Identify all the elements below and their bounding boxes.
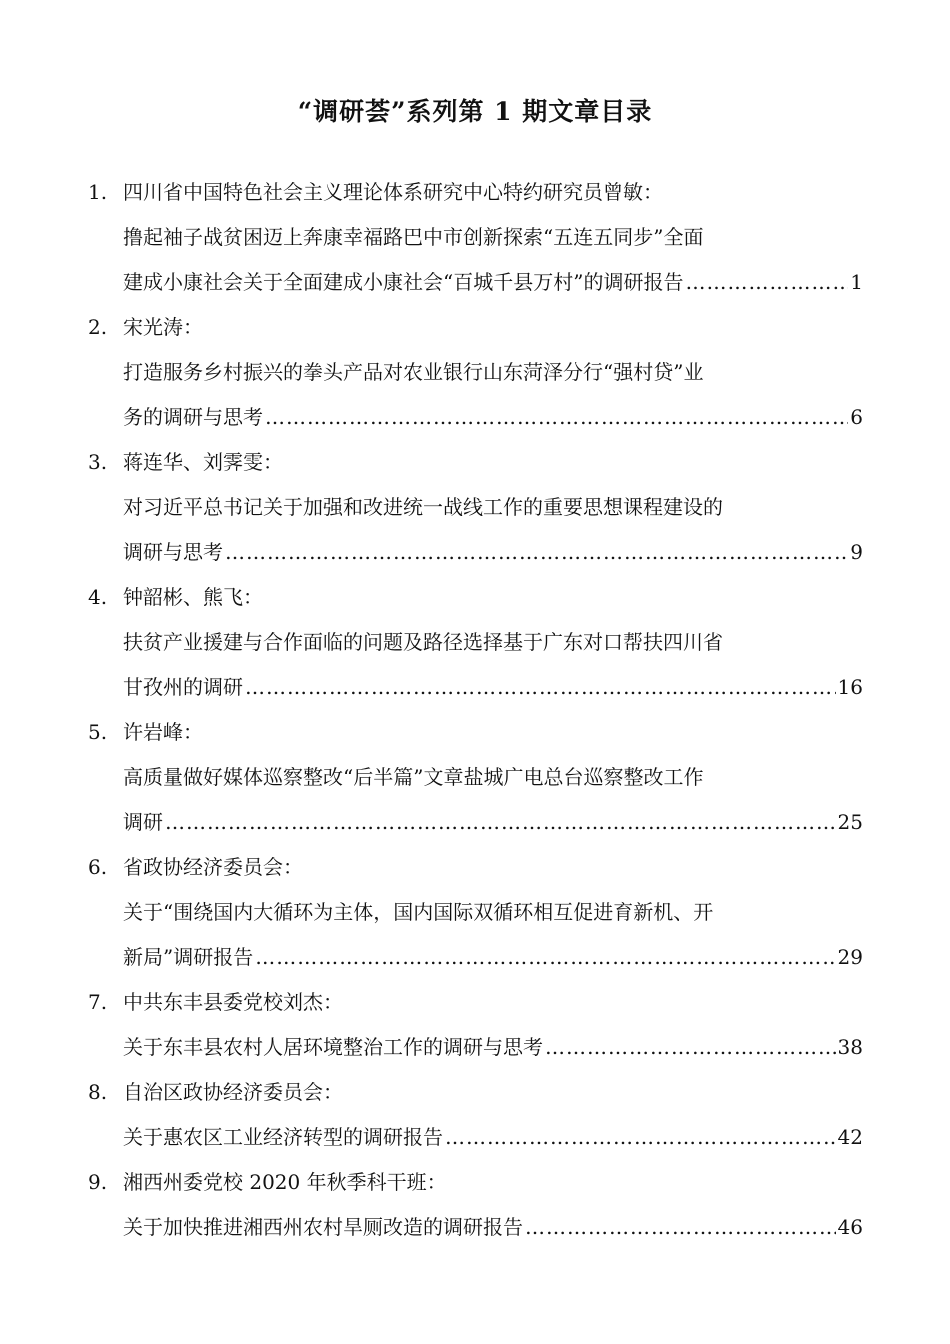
toc-entry [88, 710, 863, 845]
toc-page-number: 9 [850, 540, 863, 564]
toc-entry [88, 575, 863, 710]
toc-entry-last-line [88, 260, 863, 305]
toc-entry [88, 845, 863, 980]
toc-entry-author: 四川省中国特色社会主义理论体系研究中心特约研究员曾敏： [123, 180, 663, 204]
toc-page-number: 16 [837, 675, 863, 699]
toc-author-line [88, 1160, 863, 1205]
toc-page-number: 46 [837, 1215, 863, 1239]
dot-leader [685, 260, 848, 305]
toc-entry-author: 湘西州委党校 2020 年秋季科干班： [123, 1170, 447, 1194]
toc-entry-number: 7. [88, 990, 108, 1014]
toc-author-line [88, 980, 863, 1025]
toc-entry-number: 4. [88, 585, 108, 609]
dot-leader [225, 530, 848, 575]
toc-page-number: 6 [850, 405, 863, 429]
toc-entry-title-end: 关于惠农区工业经济转型的调研报告 [123, 1125, 443, 1149]
toc-author-line [88, 710, 863, 755]
toc-entry-last-line [88, 1205, 863, 1250]
toc-entry-title-end: 调研 [123, 810, 163, 834]
toc-entry [88, 170, 863, 305]
toc-entry-title-end: 务的调研与思考 [123, 405, 263, 429]
toc-entry-title-line: 撸起袖子战贫困迈上奔康幸福路巴中市创新探索“五连五同步”全面 [123, 225, 704, 249]
toc-entry-number: 5. [88, 720, 108, 744]
toc-entry-last-line [88, 665, 863, 710]
toc-entry-title-line: 高质量做好媒体巡察整改“后半篇”文章盐城广电总台巡察整改工作 [123, 765, 704, 789]
toc-entry-number: 2. [88, 315, 108, 339]
toc-author-line [88, 575, 863, 620]
toc-page-number: 29 [837, 945, 863, 969]
dot-leader [545, 1025, 836, 1070]
dot-leader [445, 1115, 836, 1160]
toc-entry-title-line: 扶贫产业援建与合作面临的问题及路径选择基于广东对口帮扶四川省 [123, 630, 723, 654]
toc-author-line [88, 305, 863, 350]
toc-entry-last-line [88, 800, 863, 845]
toc-page-number: 42 [837, 1125, 863, 1149]
toc-entry-title-end: 调研与思考 [123, 540, 223, 564]
toc-entry-title-line: 打造服务乡村振兴的拳头产品对农业银行山东菏泽分行“强村贷”业 [123, 360, 704, 384]
toc-entry-title-line: 对习近平总书记关于加强和改进统一战线工作的重要思想课程建设的 [123, 495, 723, 519]
dot-leader [165, 800, 836, 845]
toc-entry-last-line [88, 1025, 863, 1070]
toc-entry-last-line [88, 1115, 863, 1160]
toc-entry-author: 中共东丰县委党校刘杰： [123, 990, 343, 1014]
toc-author-line [88, 170, 863, 215]
dot-leader [245, 665, 836, 710]
toc-entry-author: 自治区政协经济委员会： [123, 1080, 343, 1104]
toc-entry-author: 宋光涛： [123, 315, 203, 339]
toc-page-number: 38 [837, 1035, 863, 1059]
toc-entry-number: 8. [88, 1080, 108, 1104]
toc-entry-last-line [88, 935, 863, 980]
toc-entry-author: 许岩峰： [123, 720, 203, 744]
toc-entry-author: 省政协经济委员会： [123, 855, 303, 879]
toc-entry-author: 钟韶彬、熊飞： [123, 585, 263, 609]
toc-entry-title-end: 建成小康社会关于全面建成小康社会“百城千县万村”的调研报告 [123, 270, 684, 294]
toc-entry-title-end: 关于加快推进湘西州农村旱厕改造的调研报告 [123, 1215, 523, 1239]
toc-entry-number: 3. [88, 450, 108, 474]
toc-entry-title-end: 甘孜州的调研 [123, 675, 243, 699]
page-title: “调研荟”系列第 1 期文章目录 [297, 97, 653, 126]
dot-leader [255, 935, 835, 980]
toc-author-line [88, 845, 863, 890]
toc-entry [88, 440, 863, 575]
dot-leader [265, 395, 848, 440]
toc-entry-last-line [88, 395, 863, 440]
toc-entry-title-end: 关于东丰县农村人居环境整治工作的调研与思考 [123, 1035, 543, 1059]
toc-entry-number: 6. [88, 855, 108, 879]
toc-entry [88, 305, 863, 440]
toc-author-line [88, 440, 863, 485]
toc-entry [88, 1070, 863, 1160]
table-of-contents [88, 170, 863, 1250]
toc-page-number: 25 [837, 810, 863, 834]
toc-entry-title-end: 新局”调研报告 [123, 945, 254, 969]
toc-entry [88, 1160, 863, 1250]
toc-entry-number: 1. [88, 180, 108, 204]
toc-author-line [88, 1070, 863, 1115]
toc-entry-number: 9. [88, 1170, 108, 1194]
dot-leader [525, 1205, 836, 1250]
toc-page-number: 1 [850, 270, 863, 294]
toc-entry-last-line [88, 530, 863, 575]
toc-entry [88, 980, 863, 1070]
toc-entry-author: 蒋连华、刘霁雯： [123, 450, 283, 474]
toc-entry-title-line: 关于“围绕国内大循环为主体，国内国际双循环相互促进育新机、开 [123, 900, 714, 924]
